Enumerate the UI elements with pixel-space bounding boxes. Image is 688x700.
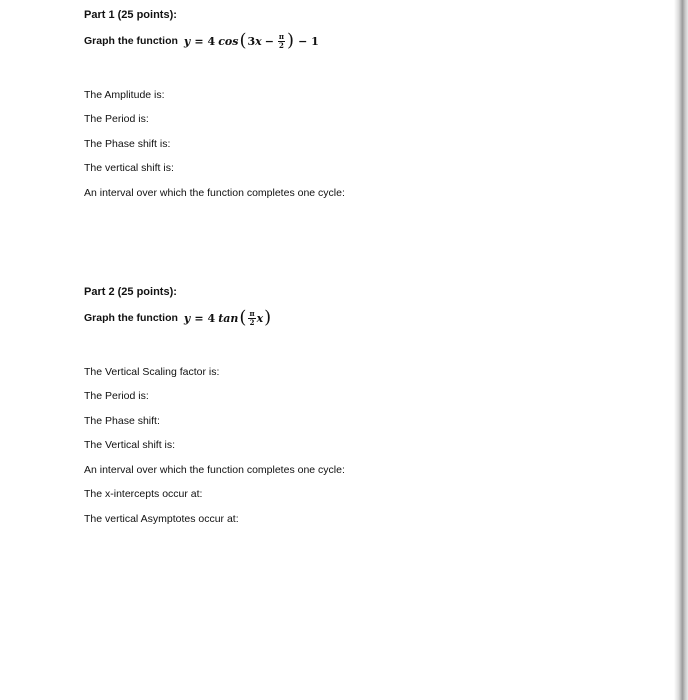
eq-coefficient: 4 [207,311,216,325]
part2-question-x-intercepts: The x-intercepts occur at: [84,488,203,500]
eq-frac-num: π [249,308,255,318]
part2-question-vertical-scaling: The Vertical Scaling factor is: [84,366,220,378]
part1-question-cycle-interval: An interval over which the function completes one cycle: [84,187,345,199]
eq-minus: − [264,34,274,48]
part2-graph-label: Graph the function [84,312,178,324]
eq-fraction [248,310,255,327]
eq-open-paren: ( [239,307,247,328]
eq-inner-coef: 3 [247,34,256,48]
part2-equation [184,309,272,327]
part2-question-phase-shift: The Phase shift: [84,415,160,427]
eq-equals: = [194,311,204,325]
eq-close-paren: ) [287,30,295,51]
part1-question-period: The Period is: [84,113,149,125]
eq-inner-var: x [255,34,262,48]
part1-equation [184,32,319,50]
eq-close-paren: ) [264,307,272,328]
part2-question-period: The Period is: [84,390,149,402]
eq-fraction [278,33,285,50]
part1-graph-instruction [84,32,319,50]
part1-question-vertical-shift: The vertical shift is: [84,162,174,174]
eq-function: cos [218,34,239,48]
part2-question-cycle-interval: An interval over which the function completes one cycle: [84,464,345,476]
eq-frac-den: 2 [279,40,284,50]
eq-coefficient: 4 [207,34,216,48]
part1-graph-label: Graph the function [84,35,178,47]
eq-open-paren: ( [239,30,247,51]
part1-question-phase-shift: The Phase shift is: [84,138,171,150]
page-edge-shadow [674,0,688,700]
part1-question-amplitude: The Amplitude is: [84,89,165,101]
eq-lhs: y [183,34,191,48]
part1-heading: Part 1 (25 points): [84,9,177,21]
eq-lhs: y [183,311,191,325]
eq-inner-var: x [256,311,264,325]
eq-frac-den: 2 [249,317,255,327]
eq-tail: − 1 [298,34,319,48]
part2-question-asymptotes: The vertical Asymptotes occur at: [84,513,239,525]
eq-function: tan [218,311,239,325]
part2-graph-instruction [84,309,272,327]
eq-frac-num: π [278,31,285,41]
part2-heading: Part 2 (25 points): [84,286,177,298]
part2-question-vertical-shift: The Vertical shift is: [84,439,176,451]
eq-equals: = [194,34,204,48]
